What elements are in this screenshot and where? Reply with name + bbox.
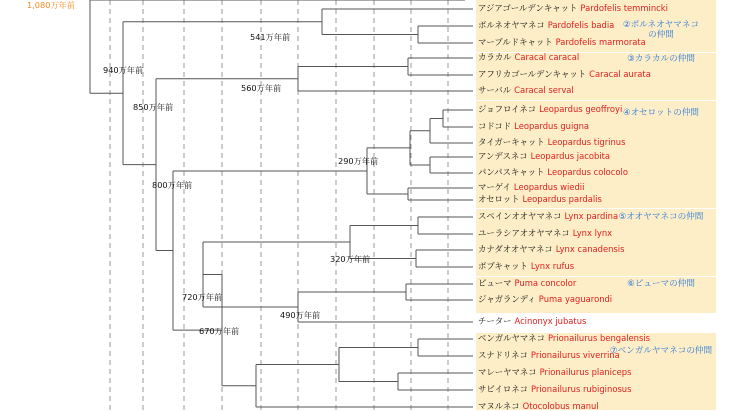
group-label: ②ボルネオヤマネコ の仲間 [622,20,700,40]
species-label [478,194,602,204]
species-japanese-name: ベンガルヤマネコ [478,333,545,343]
species-latin-name: Lynx rufus [530,261,575,271]
species-label [478,278,576,288]
species-japanese-name: タイガーキャット [478,137,545,147]
species-japanese-name: ピューマ [478,278,512,288]
species-japanese-name: ユーラシアオオヤマネコ [478,228,570,238]
species-latin-name: Prionailurus bengalensis [548,333,651,343]
species-latin-name: Leopardus geoffroyi [539,104,623,114]
species-label [478,167,628,177]
node-age-label: 560万年前 [241,83,282,93]
node-age-label: 800万年前 [152,180,193,190]
species-label [478,52,579,62]
species-japanese-name: アンデスネコ [478,151,528,161]
species-latin-name: Caracal aurata [589,69,651,79]
node-age-label: 290万年前 [338,156,379,166]
species-japanese-name: ボブキャット [478,261,528,271]
species-label [478,228,612,238]
species-latin-name: Pardofelis badia [547,20,615,30]
species-label [478,294,612,304]
species-japanese-name: サビイロネコ [478,384,528,394]
root-age-label: 1,080万年前 [27,0,76,10]
species-japanese-name: ジャガランディ [478,294,536,304]
species-label [478,121,589,131]
species-latin-name: Puma concolor [514,278,577,288]
species-japanese-name: ジョフロイネコ [478,104,537,114]
species-latin-name: Caracal serval [514,85,574,95]
species-label [478,316,586,326]
species-japanese-name: マーブルドキャット [478,37,553,47]
species-latin-name: Leopardus tigrinus [547,137,626,147]
species-latin-name: Otocolobus manul [522,401,599,411]
species-japanese-name: チーター [478,316,512,326]
species-japanese-name: マヌルネコ [478,401,520,411]
node-age-label: 490万年前 [280,310,321,320]
group-label: ⑥ピューマの仲間 [627,279,695,289]
species-label [478,104,622,114]
species-label [478,20,614,30]
species-label [478,350,620,360]
species-japanese-name: ボルネオヤマネコ [478,20,545,30]
species-latin-name: Leopardus pardalis [522,194,602,204]
species-japanese-name: カナダオオヤマネコ [478,244,553,254]
species-latin-name: Lynx lynx [572,228,613,238]
species-latin-name: Pardofelis marmorata [555,37,646,47]
species-latin-name: Puma yaguarondi [538,294,613,304]
species-japanese-name: サーバル [478,85,512,95]
node-age-label: 720万年前 [182,292,223,302]
group-label: ⑦ベンガルヤマネコの仲間 [609,346,713,356]
group-label: ⑤オオヤマネコの仲間 [618,212,704,222]
species-label [478,137,625,147]
species-japanese-name: スペインオオヤマネコ [478,211,562,221]
species-label [478,85,574,95]
species-label [478,3,668,13]
species-label [478,367,631,377]
species-latin-name: Leopardus colocolo [547,167,628,177]
species-label [478,244,625,254]
species-label [478,333,650,343]
node-age-label: 850万年前 [133,102,174,112]
species-latin-name: Leopardus jacobita [530,151,611,161]
species-latin-name: Prionailurus planiceps [539,367,632,377]
node-age-label: 320万年前 [330,254,371,264]
species-latin-name: Lynx pardina [564,211,619,221]
species-latin-name: Pardofelis temmincki [580,3,668,13]
species-label [478,261,574,271]
species-japanese-name: カラカル [478,52,512,62]
species-japanese-name: アフリカゴールデンキャット [478,69,587,79]
species-latin-name: Prionailurus rubiginosus [531,384,632,394]
species-japanese-name: パンパスキャット [478,167,545,177]
species-japanese-name: マーゲイ [478,182,511,192]
node-age-label: 541万年前 [250,32,291,42]
group-label: ③カラカルの仲間 [627,54,695,64]
species-latin-name: Lynx canadensis [555,244,625,254]
group-label: ④オセロットの仲間 [622,108,700,118]
species-japanese-name: コドコド [478,121,512,131]
species-japanese-name: オセロット [478,194,520,204]
species-label [478,182,584,192]
species-latin-name: Leopardus guigna [514,121,590,131]
species-japanese-name: マレーヤマネコ [478,367,537,377]
species-label [478,211,618,221]
species-latin-name: Prionailurus viverrina [530,350,620,360]
species-latin-name: Leopardus wiedii [513,182,585,192]
node-age-label: 940万年前 [103,65,144,75]
node-age-label: 670万年前 [199,326,240,336]
species-label [478,151,610,161]
species-latin-name: Caracal caracal [514,52,580,62]
species-label [478,69,651,79]
species-japanese-name: アジアゴールデンキャット [478,3,578,13]
species-label [478,384,631,394]
species-latin-name: Acinonyx jubatus [514,316,587,326]
species-japanese-name: スナドリネコ [478,350,528,360]
